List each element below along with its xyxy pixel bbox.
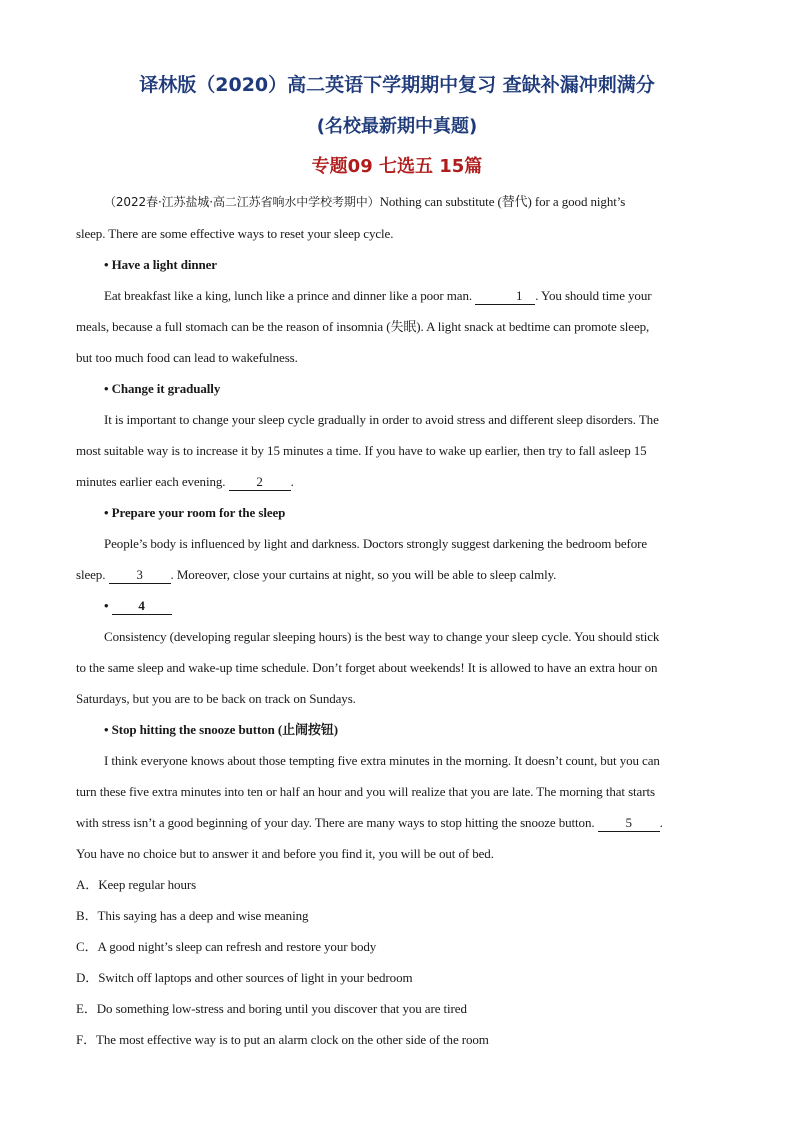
answer-blank-1: 1 xyxy=(475,288,535,305)
option-d: D．Switch off laptops and other sources of light in your bedroom xyxy=(76,970,413,985)
section-heading: • Change it gradually xyxy=(104,381,221,396)
paragraph-line: People’s body is influenced by light and darkness. Doctors strongly suggest darkening the bedroom before xyxy=(104,536,648,551)
option-c: C．A good night’s sleep can refresh and restore your body xyxy=(76,939,377,954)
source-note: （2022春·江苏盐城·高二江苏省响水中学校考期中） xyxy=(104,195,380,209)
topic-title: 专题09 七选五 15篇 xyxy=(311,156,483,177)
paragraph-line: Saturdays, but you are to be back on track on Sundays. xyxy=(76,691,356,706)
intro-line-2: sleep. There are some effective ways to reset your sleep cycle. xyxy=(76,226,394,241)
answer-blank-2: 2 xyxy=(229,474,291,491)
option-f: F．The most effective way is to put an alarm clock on the other side of the room xyxy=(76,1032,489,1047)
answer-blank-5: 5 xyxy=(598,815,660,832)
section-heading: • Stop hitting the snooze button (止闹按钮) xyxy=(104,722,338,737)
section-heading: • 4 xyxy=(76,590,718,621)
paragraph-line: but too much food can lead to wakefulness. xyxy=(76,350,298,365)
paragraph-line: Eat breakfast like a king, lunch like a prince and dinner like a poor man. 1 . You should time your xyxy=(104,288,652,303)
option-a: A．Keep regular hours xyxy=(76,877,197,892)
paragraph-line: most suitable way is to increase it by 15 minutes a time. If you have to wake up earlier, then try to fall asleep 15 xyxy=(76,443,647,458)
paragraph-line: minutes earlier each evening. 2 . xyxy=(76,474,294,489)
intro-line xyxy=(76,186,718,218)
section-heading: • Prepare your room for the sleep xyxy=(104,505,286,520)
paragraph-line: turn these five extra minutes into ten or half an hour and you will realize that you are late. The morning that starts xyxy=(76,784,655,799)
paragraph-line: meals, because a full stomach can be the reason of insomnia (失眠). A light snack at bedtime can promote sleep, xyxy=(76,319,650,334)
paragraph-line: I think everyone knows about those tempting five extra minutes in the morning. It doesn’t count, but you can xyxy=(104,753,660,768)
answer-blank-4: 4 xyxy=(112,598,172,615)
paragraph-line: It is important to change your sleep cycle gradually in order to avoid stress and different sleep disorders. The xyxy=(104,412,659,427)
section-heading: • Have a light dinner xyxy=(104,257,217,272)
paragraph-line: sleep. 3 . Moreover, close your curtains at night, so you will be able to sleep calmly. xyxy=(76,567,557,582)
paragraph-line: with stress isn’t a good beginning of your day. There are many ways to stop hitting the snooze button. 5 . xyxy=(76,815,663,830)
document-title: 译林版（2020）高二英语下学期期中复习 查缺补漏冲刺满分 xyxy=(139,74,655,96)
passage xyxy=(76,186,718,1055)
paragraph-line: You have no choice but to answer it and before you find it, you will be out of bed. xyxy=(76,846,494,861)
answer-blank-3: 3 xyxy=(109,567,171,584)
paragraph-line: Consistency (developing regular sleeping hours) is the best way to change your sleep cycle. You should stick xyxy=(104,629,660,644)
document-subtitle: (名校最新期中真题) xyxy=(316,116,478,137)
intro-text: Nothing can substitute (替代) for a good night’s xyxy=(379,194,626,209)
option-b: B．This saying has a deep and wise meaning xyxy=(76,908,309,923)
paragraph-line: to the same sleep and wake-up time schedule. Don’t forget about weekends! It is allowed to have an extra hour on xyxy=(76,660,658,675)
option-e: E．Do something low-stress and boring until you discover that you are tired xyxy=(76,1001,467,1016)
